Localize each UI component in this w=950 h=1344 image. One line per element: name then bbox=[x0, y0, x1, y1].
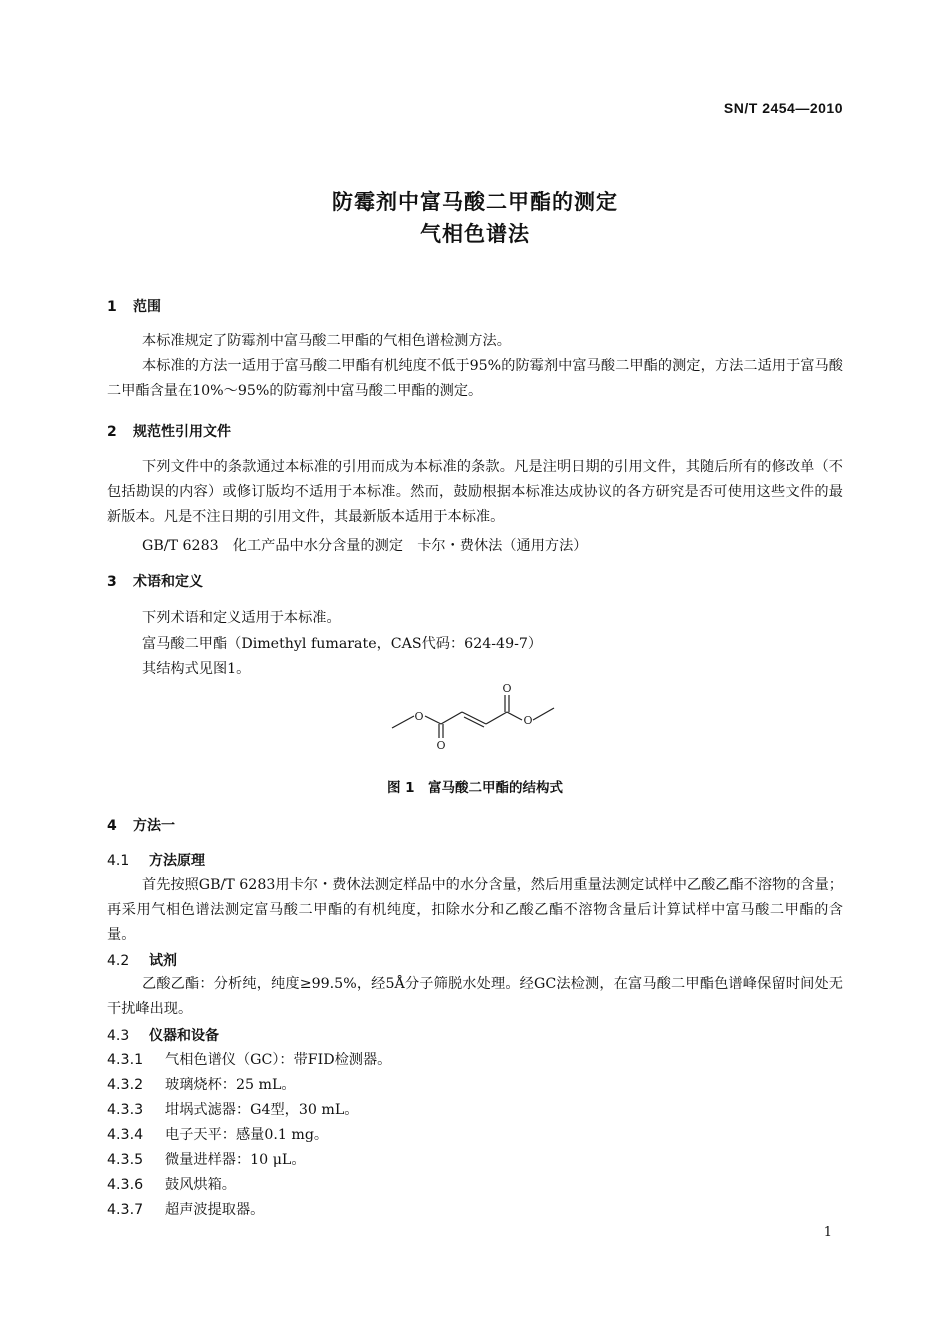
item-text: 气相色谱仪（GC）：带FID检测器。 bbox=[165, 1052, 392, 1068]
normative-reference: GB/T 6283 化工产品中水分含量的测定 卡尔・费休法（通用方法） bbox=[142, 538, 588, 554]
subsection-4-2-heading bbox=[107, 950, 177, 970]
section-title: 范围 bbox=[133, 299, 161, 315]
term-definition: 富马酸二甲酯（Dimethyl fumarate，CAS代码：624-49-7） bbox=[142, 636, 543, 652]
section-4-heading bbox=[107, 815, 175, 835]
section-number: 2 bbox=[107, 424, 117, 440]
section-number: 1 bbox=[107, 299, 117, 315]
document-subtitle: 气相色谱法 bbox=[420, 222, 530, 246]
structure-reference: 其结构式见图1。 bbox=[142, 661, 251, 677]
item-text: 超声波提取器。 bbox=[165, 1202, 265, 1218]
document-title: 防霉剂中富马酸二甲酯的测定 bbox=[332, 190, 618, 214]
item-number: 4.3.4 bbox=[107, 1127, 144, 1143]
item-text: 坩埚式滤器：G4型，30 mL。 bbox=[165, 1102, 359, 1118]
item-number: 4.3.3 bbox=[107, 1102, 144, 1118]
equipment-item bbox=[107, 1099, 359, 1119]
equipment-item bbox=[107, 1074, 296, 1094]
section-title: 术语和定义 bbox=[133, 574, 203, 590]
item-text: 电子天平：感量0.1 mg。 bbox=[165, 1127, 329, 1143]
item-number: 4.3.5 bbox=[107, 1152, 144, 1168]
oxygen-atom-label: O bbox=[436, 739, 446, 752]
oxygen-atom-label: O bbox=[502, 682, 512, 695]
oxygen-atom-label: O bbox=[523, 714, 533, 727]
equipment-item bbox=[107, 1174, 236, 1194]
section-1-paragraph-2: 本标准的方法一适用于富马酸二甲酯有机纯度不低于95%的防霉剂中富马酸二甲酯的测定，方法二适用于富马酸二甲酯含量在10%～95%的防霉剂中富马酸二甲酯的测定。 bbox=[107, 358, 843, 399]
section-title: 方法一 bbox=[133, 818, 175, 834]
item-text: 鼓风烘箱。 bbox=[165, 1177, 236, 1193]
subsection-4-1-paragraph: 首先按照GB/T 6283用卡尔・费休法测定样品中的水分含量，然后用重量法测定试样中乙酸乙酯不溶物的含量；再采用气相色谱法测定富马酸二甲酯的有机纯度，扣除水分和乙酸乙酯不溶物含量后计算试样中富马酸二甲酯的含量。 bbox=[107, 877, 843, 943]
item-number: 4.3.7 bbox=[107, 1202, 144, 1218]
oxygen-atom-label: O bbox=[414, 710, 424, 723]
section-2-heading bbox=[107, 421, 231, 441]
item-number: 4.3.2 bbox=[107, 1077, 144, 1093]
subsection-title: 试剂 bbox=[149, 953, 177, 969]
section-1-paragraph-1: 本标准规定了防霉剂中富马酸二甲酯的气相色谱检测方法。 bbox=[142, 333, 511, 349]
standard-code: SN/T 2454—2010 bbox=[723, 100, 843, 116]
subsection-number: 4.3 bbox=[107, 1028, 130, 1044]
section-number: 3 bbox=[107, 574, 117, 590]
item-text: 微量进样器：10 μL。 bbox=[165, 1152, 306, 1168]
subsection-number: 4.2 bbox=[107, 953, 130, 969]
section-3-heading bbox=[107, 571, 203, 591]
section-2-paragraph: 下列文件中的条款通过本标准的引用而成为本标准的条款。凡是注明日期的引用文件，其随后所有的修改单（不包括勘误的内容）或修订版均不适用于本标准。然而，鼓励根据本标准达成协议的各方研究是否可使用这些文件的最新版本。凡是不注日期的引用文件，其最新版本适用于本标准。 bbox=[107, 459, 843, 525]
equipment-item bbox=[107, 1124, 328, 1144]
item-number: 4.3.6 bbox=[107, 1177, 144, 1193]
section-number: 4 bbox=[107, 818, 117, 834]
page-number: 1 bbox=[823, 1225, 832, 1240]
item-number: 4.3.1 bbox=[107, 1052, 144, 1068]
structural-formula bbox=[388, 680, 568, 754]
subsection-title: 仪器和设备 bbox=[149, 1028, 219, 1044]
subsection-4-2-paragraph: 乙酸乙酯：分析纯，纯度≥99.5%，经5Å分子筛脱水处理。经GC法检测，在富马酸二甲酯色谱峰保留时间处无干扰峰出现。 bbox=[107, 976, 843, 1017]
equipment-item bbox=[107, 1149, 306, 1169]
item-text: 玻璃烧杯：25 mL。 bbox=[165, 1077, 296, 1093]
section-1-heading bbox=[107, 296, 161, 316]
figure-caption: 图 1 富马酸二甲酯的结构式 bbox=[386, 780, 564, 796]
equipment-item bbox=[107, 1199, 264, 1219]
terms-intro: 下列术语和定义适用于本标准。 bbox=[142, 610, 341, 626]
subsection-4-3-heading bbox=[107, 1025, 219, 1045]
subsection-number: 4.1 bbox=[107, 853, 130, 869]
subsection-title: 方法原理 bbox=[149, 853, 205, 869]
subsection-4-1-heading bbox=[107, 850, 205, 870]
equipment-item bbox=[107, 1049, 391, 1069]
section-title: 规范性引用文件 bbox=[133, 424, 231, 440]
